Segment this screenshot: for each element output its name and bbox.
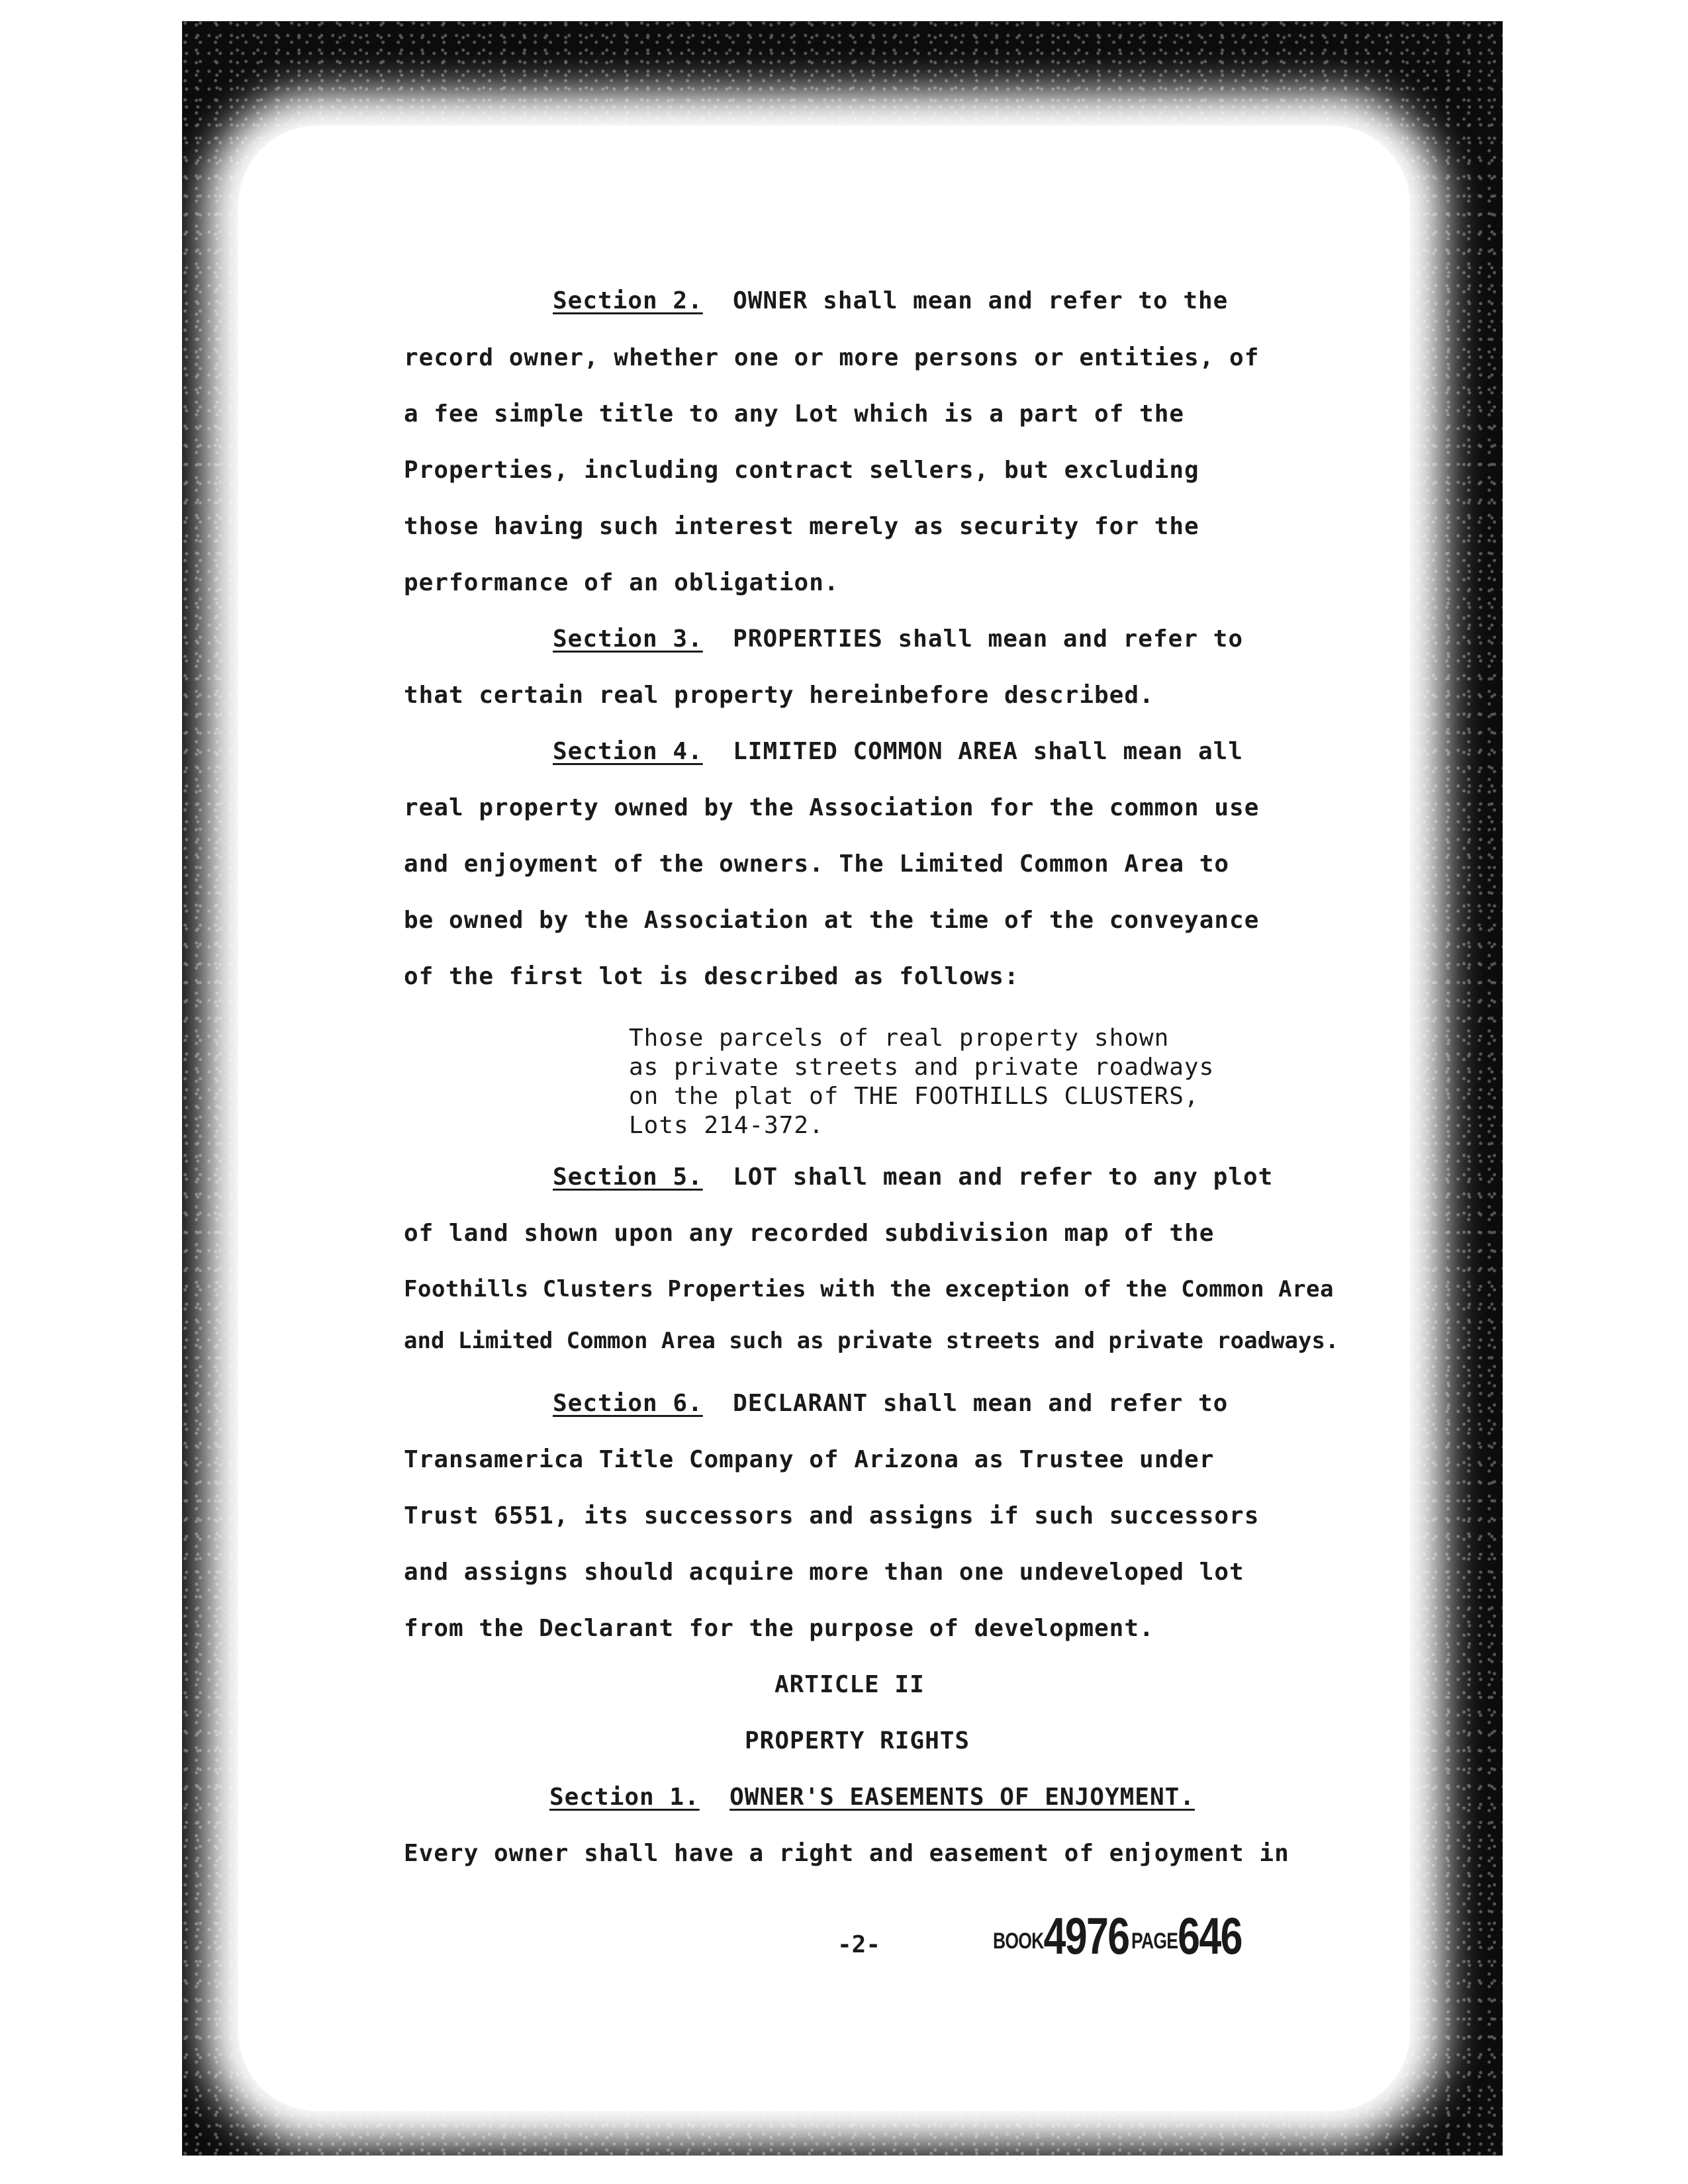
section-heading: Section 6.	[553, 1390, 703, 1417]
body-line: and assigns should acquire more than one undeveloped lot	[404, 1559, 1244, 1586]
body-line: Trust 6551, its successors and assigns if such successors	[404, 1502, 1260, 1529]
article-title: PROPERTY RIGHTS	[745, 1727, 970, 1754]
book-page-stamp	[993, 1906, 1242, 1966]
body-line: real property owned by the Association for the common use	[404, 794, 1260, 821]
section-title: OWNER'S EASEMENTS OF ENJOYMENT.	[729, 1784, 1195, 1811]
body-line: from the Declarant for the purpose of development.	[404, 1615, 1154, 1642]
body-line: of the first lot is described as follows:	[404, 963, 1019, 990]
body-line: those having such interest merely as security for the	[404, 513, 1199, 540]
section-4-line	[553, 738, 1243, 765]
text-run: OWNER shall mean and refer to the	[702, 287, 1229, 314]
article-2-section-1-line	[549, 1784, 1195, 1811]
body-line: of land shown upon any recorded subdivision map of the	[404, 1220, 1215, 1247]
body-line: be owned by the Association at the time of the conveyance	[404, 907, 1260, 934]
book-label: BOOK	[993, 1929, 1044, 1954]
text-run: PROPERTIES shall mean and refer to	[702, 625, 1244, 653]
body-line: performance of an obligation.	[404, 569, 839, 596]
body-line: record owner, whether one or more persons or entities, of	[404, 344, 1260, 371]
section-2-line	[553, 287, 1228, 314]
body-line: and enjoyment of the owners. The Limited Common Area to	[404, 850, 1230, 878]
body-line: and Limited Common Area such as private streets and private roadways.	[404, 1328, 1339, 1354]
text-run: DECLARANT shall mean and refer to	[702, 1390, 1229, 1417]
body-line: a fee simple title to any Lot which is a part of the	[404, 400, 1185, 428]
section-heading: Section 3.	[553, 625, 703, 653]
section-heading: Section 2.	[553, 287, 703, 314]
text-run: LOT shall mean and refer to any plot	[702, 1163, 1274, 1191]
body-line: Foothills Clusters Properties with the exception of the Common Area	[404, 1276, 1334, 1302]
text-run: LIMITED COMMON AREA shall mean all	[702, 738, 1244, 765]
section-heading: Section 5.	[553, 1163, 703, 1191]
body-line: Transamerica Title Company of Arizona as Trustee under	[404, 1446, 1215, 1473]
book-number: 4976	[1043, 1907, 1129, 1965]
body-line: that certain real property hereinbefore described.	[404, 682, 1154, 709]
section-5-line	[553, 1163, 1273, 1191]
section-heading: Section 1.	[549, 1784, 700, 1811]
page-number: -2-	[837, 1931, 881, 1958]
body-line: Every owner shall have a right and easement of enjoyment in	[404, 1840, 1289, 1867]
quote-line: as private streets and private roadways	[629, 1054, 1215, 1081]
section-3-line	[553, 625, 1243, 653]
page-label: PAGE	[1131, 1929, 1178, 1954]
article-number: ARTICLE II	[774, 1671, 925, 1698]
quote-line: Those parcels of real property shown	[629, 1024, 1170, 1052]
section-6-line	[553, 1390, 1228, 1417]
quote-line: on the plat of THE FOOTHILLS CLUSTERS,	[629, 1083, 1199, 1110]
quote-line: Lots 214-372.	[629, 1112, 824, 1139]
body-line: Properties, including contract sellers, but excluding	[404, 457, 1199, 484]
section-heading: Section 4.	[553, 738, 703, 765]
page-ref: 646	[1178, 1907, 1242, 1965]
